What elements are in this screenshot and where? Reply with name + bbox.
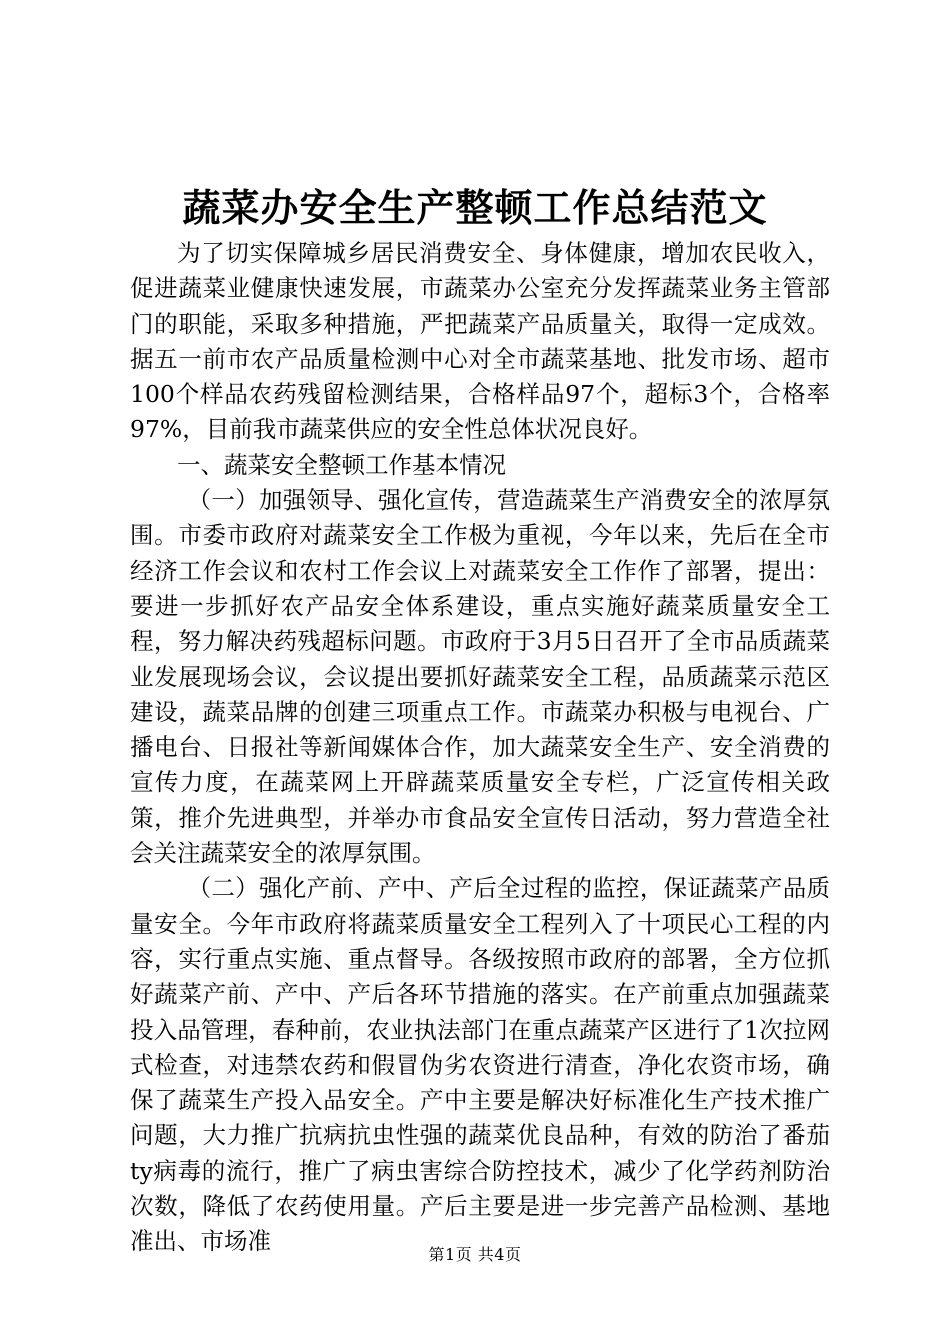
document-body [130, 236, 830, 1260]
document-title: 蔬菜办安全生产整顿工作总结范文 [182, 185, 768, 230]
section-heading-1: 一、蔬菜安全整顿工作基本情况 [177, 450, 506, 479]
intro-paragraph: 为了切实保障城乡居民消费安全、身体健康，增加农民收入，促进蔬菜业健康快速发展，市蔬菜办公室充分发挥蔬菜业务主管部门的职能，采取多种措施，严把蔬菜产品质量关，取得一定成效。据五一前市农产品质量检测中心对全市蔬菜基地、批发市场、超市100个样品农药残留检测结果，合格样品97个，超标3个，合格率97%，目前我市蔬菜供应的安全性总体状况良好。 [130, 239, 830, 444]
subsection-paragraph-1: （一）加强领导、强化宣传，营造蔬菜生产消费安全的浓厚氛围。市委市政府对蔬菜安全工作极为重视，今年以来，先后在全市经济工作会议和农村工作会议上对蔬菜安全工作作了部署，提出：要进一步抓好农产品安全体系建设，重点实施好蔬菜质量安全工程，努力解决药残超标问题。市政府于3月5日召开了全市品质蔬菜业发展现场会议，会议提出要抓好蔬菜安全工程，品质蔬菜示范区建设，蔬菜品牌的创建三项重点工作。市蔬菜办积极与电视台、广播电台、日报社等新闻媒体合作，加大蔬菜安全生产、安全消费的宣传力度，在蔬菜网上开辟蔬菜质量安全专栏，广泛宣传相关政策，推介先进典型，并举办市食品安全宣传日活动，努力营造全社会关注蔬菜安全的浓厚氛围。 [130, 486, 830, 868]
page-number-footer: 第1页 共4页 [428, 1245, 522, 1264]
subsection-paragraph-2: （二）强化产前、产中、产后全过程的监控，保证蔬菜产品质量安全。今年市政府将蔬菜质量安全工程列入了十项民心工程的内容，实行重点实施、重点督导。各级按照市政府的部署，全方位抓好蔬菜产前、产中、产后各环节措施的落实。在产前重点加强蔬菜投入品管理，春种前，农业执法部门在重点蔬菜产区进行了1次拉网式检查，对违禁农药和假冒伪劣农资进行清查，净化农资市场，确保了蔬菜生产投入品安全。产中主要是解决好标准化生产技术推广问题，大力推广抗病抗虫性强的蔬菜优良品种，有效的防治了番茄ty病毒的流行，推广了病虫害综合防控技术，减少了化学药剂防治次数，降低了农药使用量。产后主要是进一步完善产品检测、基地准出、市场准 [130, 874, 830, 1256]
